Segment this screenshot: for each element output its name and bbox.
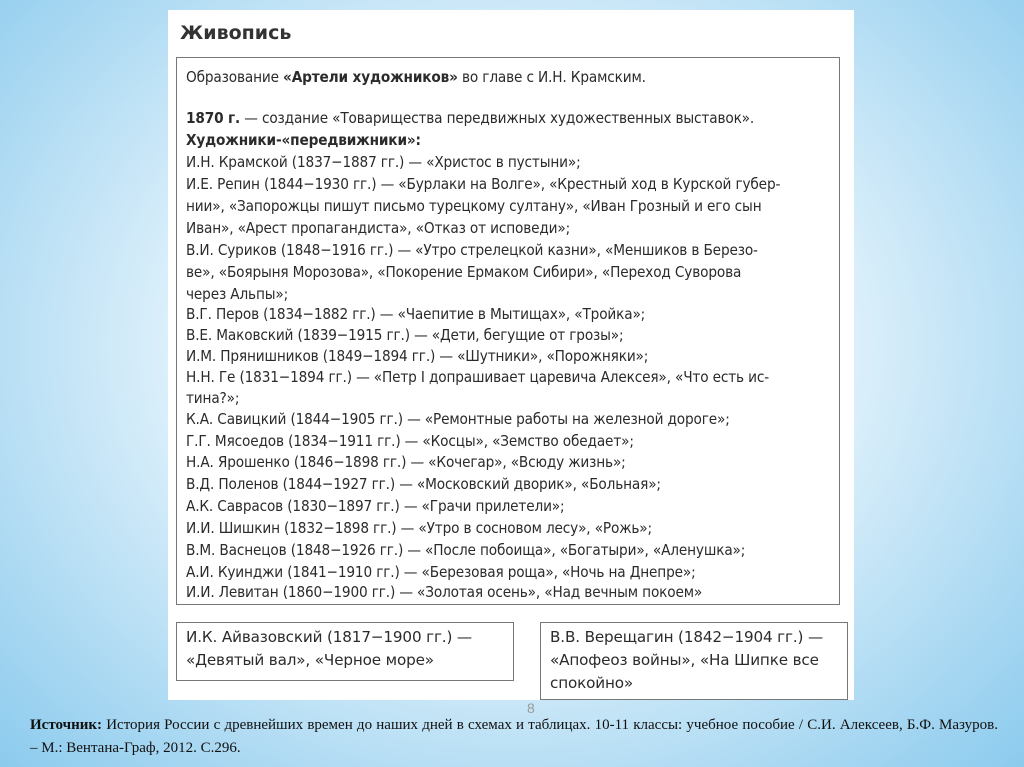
list-line: Иван», «Арест пропагандиста», «Отказ от исповеди»; (186, 219, 571, 237)
source-text: История России с древнейших времен до наших дней в схемах и таблицах. 10-11 классы: учебное пособие / С.И. Алексеев, Б.Ф. Мазуров. – М.: Вентана-Граф, 2012. С.296. (30, 717, 998, 756)
list-line: К.А. Савицкий (1844−1905 гг.) — «Ремонтные работы на железной дороге»; (186, 410, 730, 428)
list-line: тина?»; (186, 389, 240, 407)
artel-post: во главе с И.Н. Крамским. (457, 68, 646, 86)
artel-name: «Артели художников» (283, 68, 458, 86)
vereshchagin-box (540, 622, 848, 700)
list-line: В.Д. Поленов (1844−1927 гг.) — «Московский дворик», «Больная»; (186, 475, 661, 493)
source-citation (30, 714, 998, 760)
aivazovsky-line-1: И.К. Айвазовский (1817−1900 гг.) — (186, 628, 472, 646)
list-line: В.М. Васнецов (1848−1926 гг.) — «После побоища», «Богатыри», «Аленушка»; (186, 541, 746, 559)
vereshchagin-line-2: «Апофеоз войны», «На Шипке все (550, 651, 819, 669)
page-title: Живопись (180, 22, 292, 44)
artel-pre: Образование (186, 68, 284, 86)
vereshchagin-line-1: В.В. Верещагин (1842−1904 гг.) — (550, 628, 823, 646)
tpvh-year: 1870 г. (186, 109, 241, 127)
list-line: А.К. Саврасов (1830−1897 гг.) — «Грачи прилетели»; (186, 497, 565, 515)
list-line: И.Е. Репин (1844−1930 гг.) — «Бурлаки на Волге», «Крестный ход в Курской губер- (186, 175, 781, 193)
list-line: А.И. Куинджи (1841−1910 гг.) — «Березовая роща», «Ночь на Днепре»; (186, 563, 696, 581)
aivazovsky-line-2: «Девятый вал», «Черное море» (186, 651, 434, 669)
list-line: через Альпы»; (186, 285, 289, 303)
list-line: В.Е. Маковский (1839−1915 гг.) — «Дети, бегущие от грозы»; (186, 326, 624, 344)
list-line: И.Н. Крамской (1837−1887 гг.) — «Христос в пустыни»; (186, 153, 581, 171)
list-line: Н.Н. Ге (1831−1894 гг.) — «Петр I допрашивает царевича Алексея», «Что есть ис- (186, 368, 770, 386)
list-line: В.Г. Перов (1834−1882 гг.) — «Чаепитие в Мытищах», «Тройка»; (186, 305, 646, 323)
aivazovsky-box (176, 622, 514, 681)
list-line: Н.А. Ярошенко (1846−1898 гг.) — «Кочегар», «Всюду жизнь»; (186, 453, 626, 471)
peredvizhniki-heading: Художники-«передвижники»: (186, 131, 421, 149)
list-line: В.И. Суриков (1848−1916 гг.) — «Утро стрелецкой казни», «Меншиков в Березо- (186, 241, 758, 259)
page-number: 8 (527, 700, 535, 716)
list-line: И.М. Прянишников (1849−1894 гг.) — «Шутники», «Порожняки»; (186, 347, 649, 365)
list-line: нии», «Запорожцы пишут письмо турецкому султану», «Иван Грозный и его сын (186, 197, 762, 215)
list-line: И.И. Шишкин (1832−1898 гг.) — «Утро в сосновом лесу», «Рожь»; (186, 519, 652, 537)
list-line: Г.Г. Мясоедов (1834−1911 гг.) — «Косцы», «Земство обедает»; (186, 432, 634, 450)
list-line: И.И. Левитан (1860−1900 гг.) — «Золотая осень», «Над вечным покоем» (186, 583, 703, 601)
vereshchagin-line-3: спокойно» (550, 674, 634, 692)
list-line: ве», «Боярыня Морозова», «Покорение Ермаком Сибири», «Переход Суворова (186, 263, 742, 281)
tpvh-text: — создание «Товарищества передвижных художественных выставок». (240, 109, 755, 127)
tpvh-line (186, 109, 754, 127)
source-label: Источник: (30, 717, 102, 733)
artel-line (186, 68, 646, 86)
